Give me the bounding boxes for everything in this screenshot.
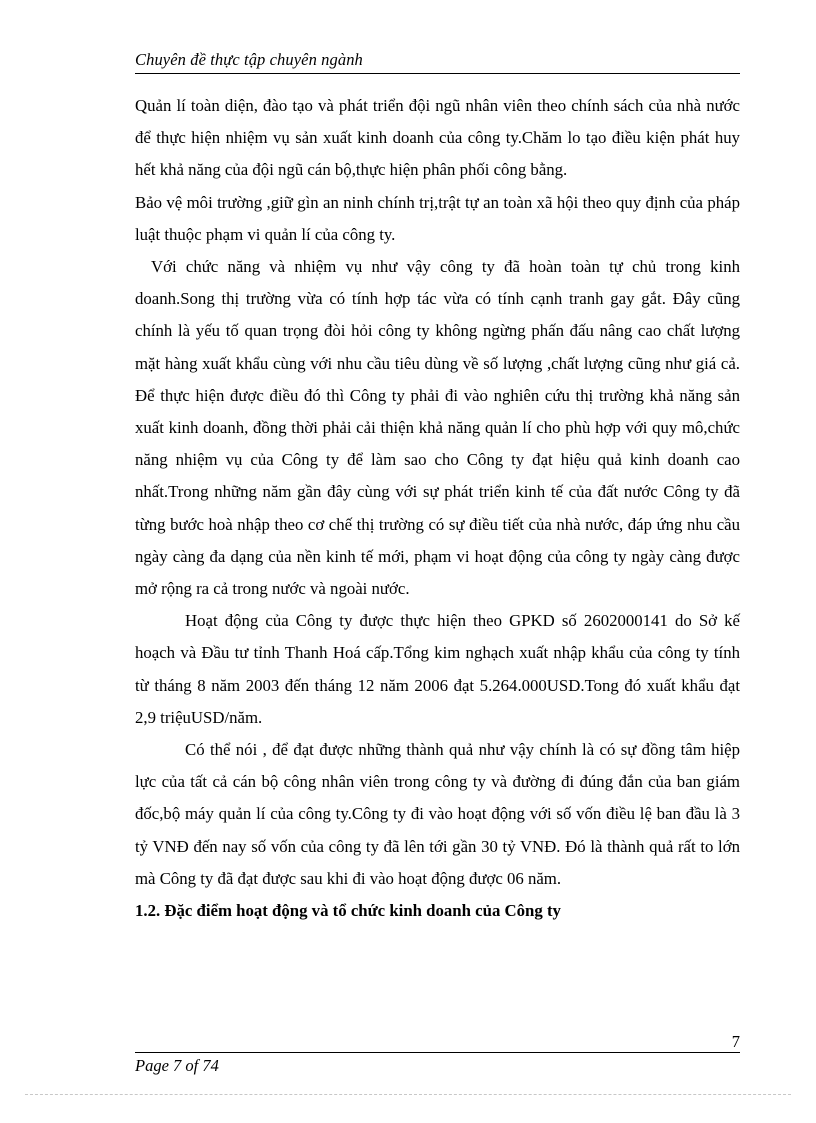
page-footer [135, 1052, 740, 1081]
paragraph-functions: Với chức năng và nhiệm vụ như vậy công ty đã hoàn toàn tự chủ trong kinh doanh.Song thị trường vừa có tính hợp tác vừa có tính cạnh tranh gay gắt. Đây cũng chính là yếu tố quan trọng đòi hỏi công ty không ngừng phấn đấu nâng cao chất lượng mặt hàng xuất khẩu cùng với nhu cầu tiêu dùng về số lượng ,chất lượng cũng như giá cả. Để thực hiện được điều đó thì Công ty phải đi vào nghiên cứu thị trường khả năng sản xuất kinh doanh, đồng thời phải cải thiện khả năng quản lí cho phù hợp với quy mô,chức năng nhiệm vụ của Công ty để làm sao cho Công ty đạt hiệu quả kinh doanh cao nhất.Trong những năm gần đây cùng với sự phát triển kinh tế của đất nước Công ty đã từng bước hoà nhập theo cơ chế thị trường có sự điều tiết của nhà nước, đáp ứng nhu cầu ngày càng đa dạng của nền kinh tế mới, phạm vi hoạt động của công ty ngày càng được mở rộng ra cả trong nước và ngoài nước. [135, 257, 740, 599]
paragraph-management: Quản lí toàn diện, đào tạo và phát triển đội ngũ nhân viên theo chính sách của nhà nước để thực hiện nhiệm vụ sản xuất kinh doanh của công ty.Chăm lo tạo điều kiện phát huy hết khả năng của đội ngũ cán bộ,thực hiện phân phối công bằng. [135, 96, 740, 180]
header-title: Chuyên đề thực tập chuyên ngành [135, 50, 363, 69]
paragraph-environment: Bảo vệ môi trường ,giữ gìn an ninh chính trị,trật tự an toàn xã hội theo quy định của pháp luật thuộc phạm vi quản lí của công ty. [135, 192, 740, 244]
page-break-divider [25, 1094, 791, 1095]
paragraph-business-license: Hoạt động của Công ty được thực hiện theo GPKD số 2602000141 do Sở kế hoạch và Đầu tư tỉnh Thanh Hoá cấp.Tổng kim nghạch xuất nhập khẩu của công ty tính từ tháng 8 năm 2003 đến tháng 12 năm 2006 đạt 5.264.000USD.Tong đó xuất khẩu đạt 2,9 triệuUSD/năm. [135, 611, 740, 727]
paragraph-achievements: Có thể nói , để đạt được những thành quả như vậy chính là có sự đồng tâm hiệp lực của tất cả cán bộ công nhân viên trong công ty và đường đi đúng đắn của ban giám đốc,bộ máy quản lí của công ty.Công ty đi vào hoạt động với số vốn điều lệ ban đầu là 3 tỷ VNĐ đến nay số vốn của công ty đã lên tới gần 30 tỷ VNĐ. Đó là thành quả rất to lớn mà Công ty đã đạt được sau khi đi vào hoạt động được 06 năm. [135, 740, 740, 888]
footer-page-label: Page 7 of 74 [135, 1056, 219, 1075]
document-body [135, 90, 740, 927]
page-number: 7 [731, 1032, 740, 1051]
page-header [135, 47, 740, 74]
section-heading: 1.2. Đặc điểm hoạt động và tổ chức kinh doanh của Công ty [135, 901, 561, 921]
